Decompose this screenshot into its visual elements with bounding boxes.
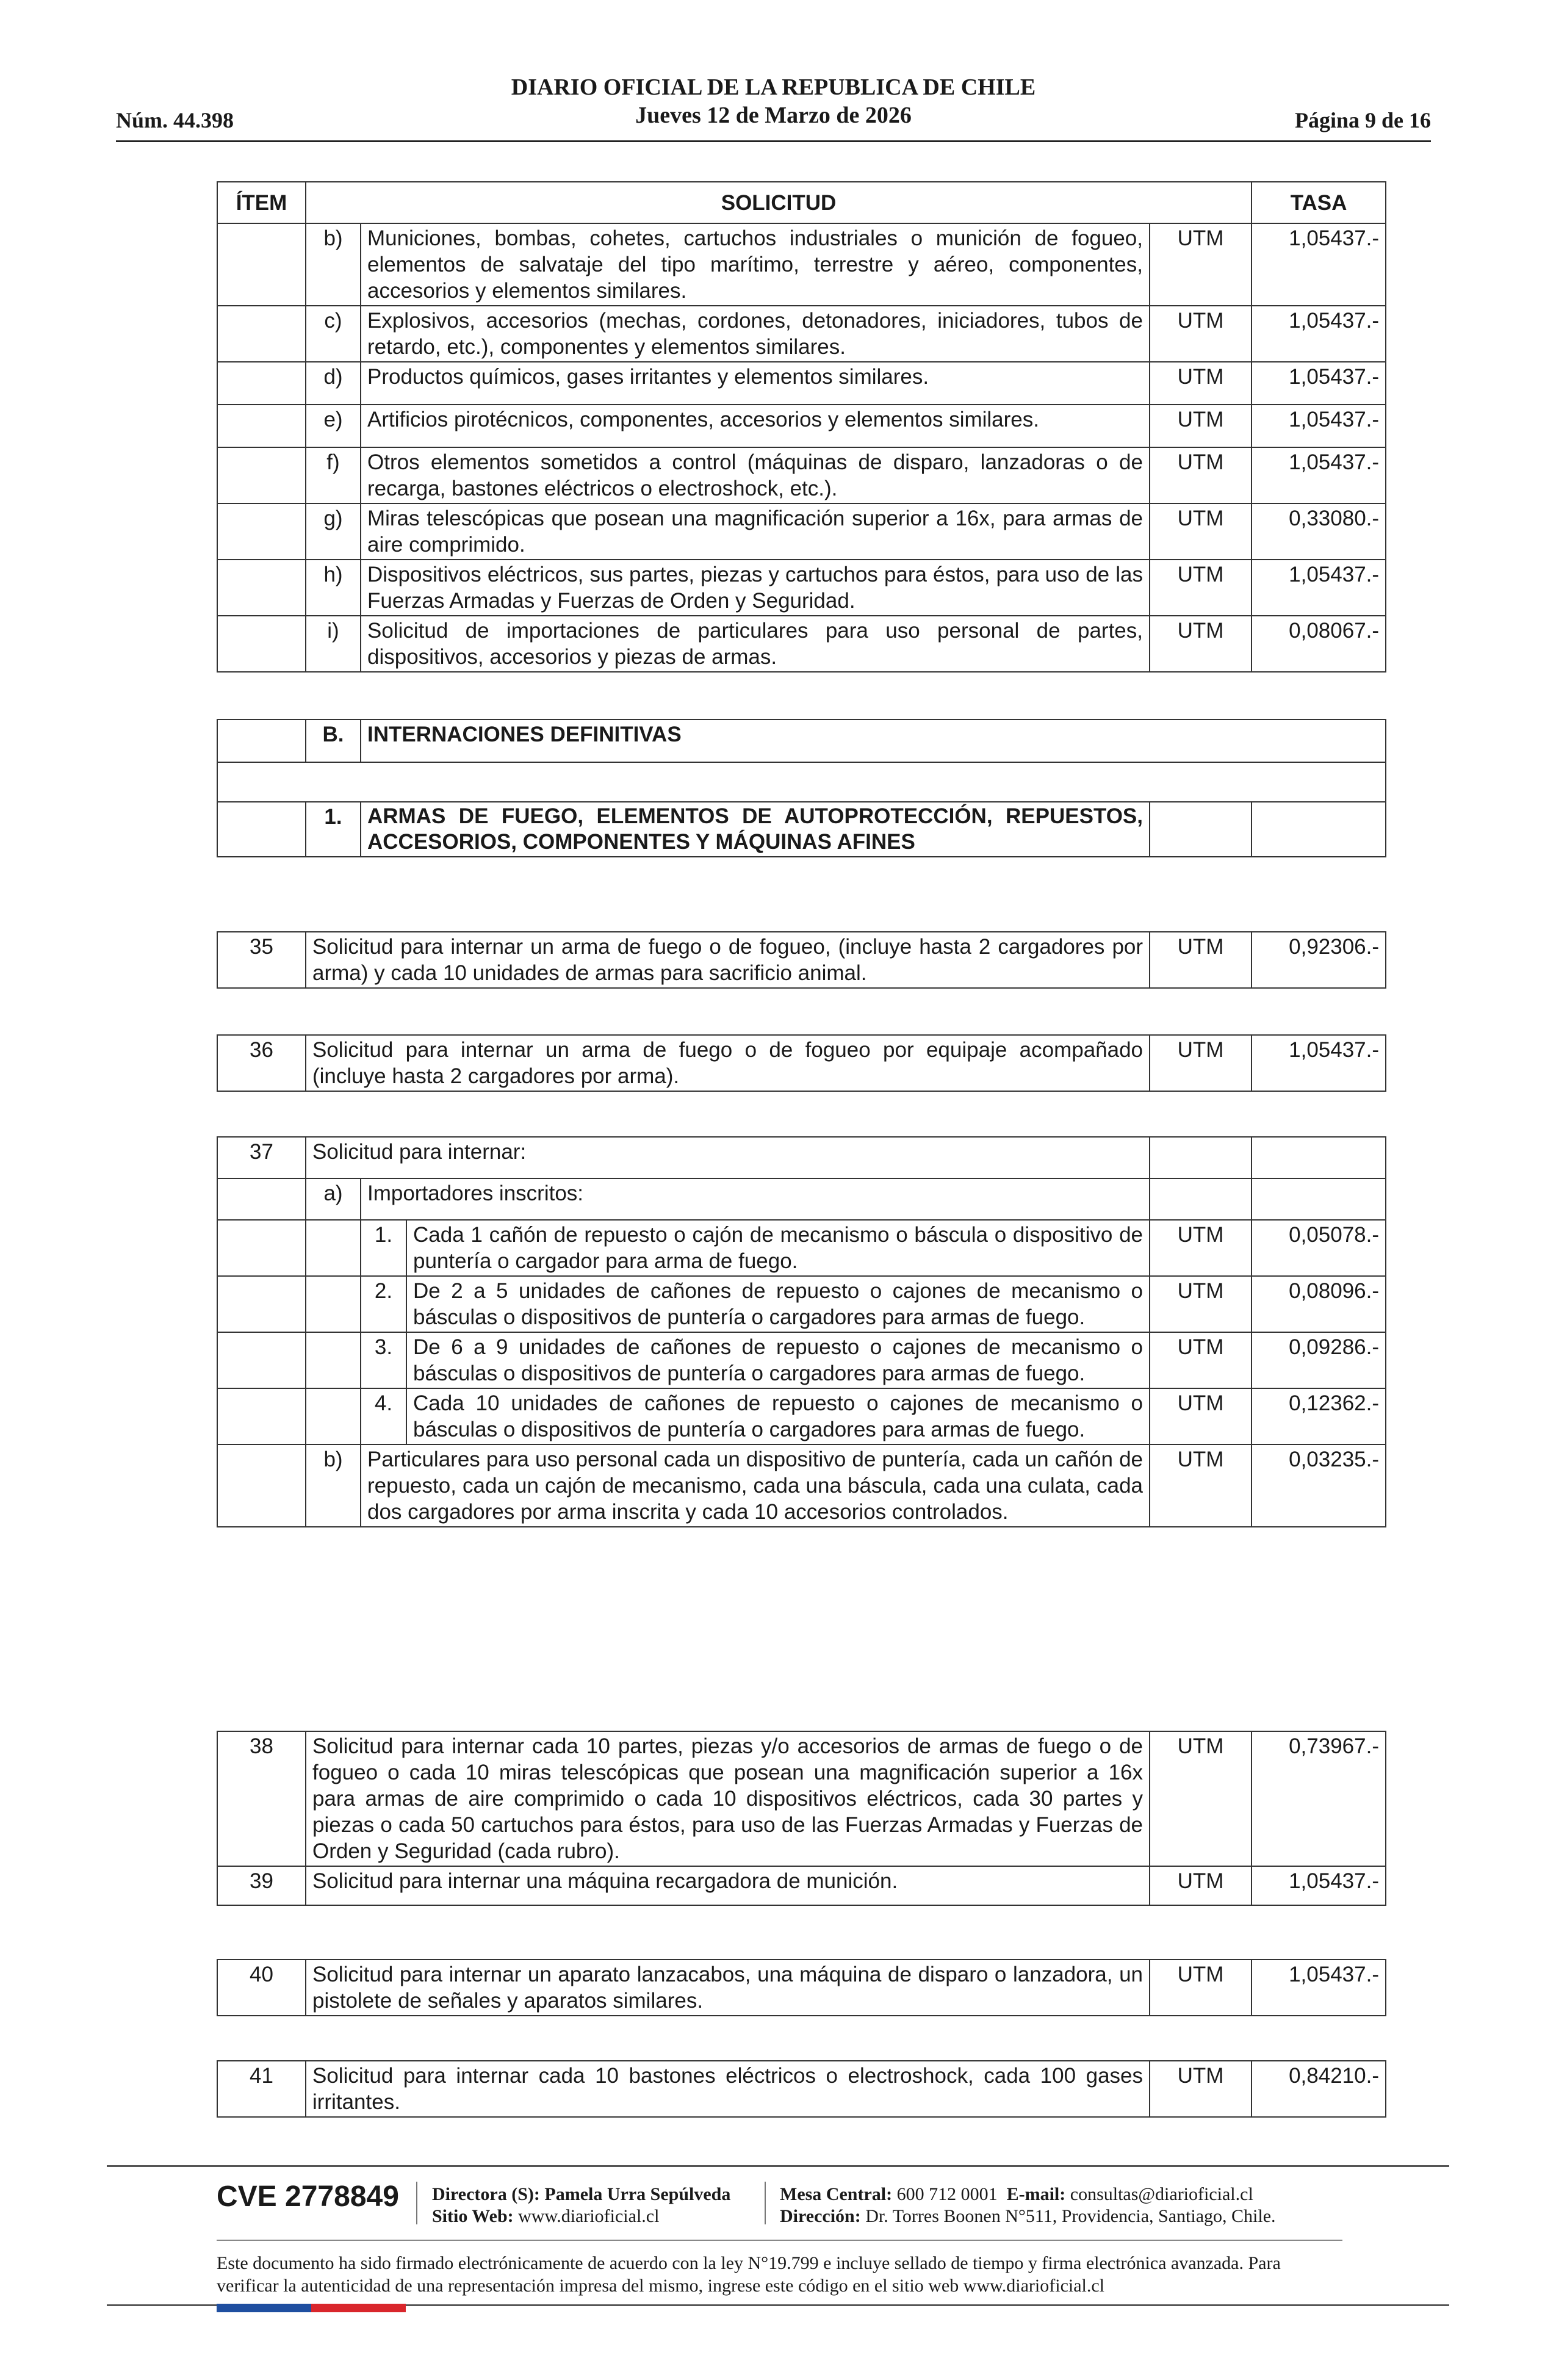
footer-divider (416, 2182, 417, 2224)
table-row (217, 1220, 1386, 1276)
table-row (217, 1444, 1386, 1527)
table-row (217, 932, 1386, 988)
fee-table-1 (217, 181, 1386, 673)
fee-value: 0,08096.- (1252, 1276, 1386, 1332)
fee-value: 1,05437.- (1252, 1035, 1386, 1091)
cve-code: CVE 2778849 (217, 2180, 399, 2213)
sub-number: 4. (361, 1388, 406, 1444)
item-number: 35 (217, 932, 306, 988)
fee-value: 0,12362.- (1252, 1388, 1386, 1444)
item-letter: b) (306, 1444, 361, 1527)
fee-unit: UTM (1150, 405, 1252, 447)
fee-unit: UTM (1150, 1388, 1252, 1444)
page-number: Página 9 de 16 (1294, 108, 1431, 132)
website-link[interactable]: www.diarioficial.cl (518, 2206, 660, 2226)
item-text: Solicitud para internar cada 10 bastones eléctricos o electroshock, cada 100 gases irritantes. (306, 2061, 1150, 2117)
item-41-table (217, 2060, 1386, 2118)
table-row (217, 1178, 1386, 1220)
table-row (217, 2061, 1386, 2117)
table-row (217, 1332, 1386, 1388)
table-row (217, 1276, 1386, 1332)
item-36-table (217, 1034, 1386, 1092)
item-text: Cada 10 unidades de cañones de repuesto o cajones de mecanismo o básculas o dispositivos de puntería o cargadores para armas de fuego. (406, 1388, 1150, 1444)
item-38-39-table (217, 1731, 1386, 1906)
fee-value: 1,05437.- (1252, 560, 1386, 616)
table-row (217, 1960, 1386, 2016)
legal-notice: Este documento ha sido firmado electrónicamente de acuerdo con la ley N°19.799 e incluye sellado de tiempo y firma electrónica avanzada. Para verificar la autenticidad de una representación impresa del mismo, ingrese este código en el sitio web www.diarioficial.cl (217, 2253, 1281, 2296)
fee-unit: UTM (1150, 306, 1252, 362)
email-label: E-mail: (1006, 2184, 1066, 2204)
fee-unit: UTM (1150, 503, 1252, 560)
item-text: Dispositivos eléctricos, sus partes, piezas y cartuchos para éstos, para uso de las Fuerzas Armadas y Fuerzas de Orden y Seguridad. (361, 560, 1150, 616)
item-text: Solicitud de importaciones de particulares para uso personal de partes, dispositivos, accesorios y piezas de armas. (361, 616, 1150, 672)
issue-number: Núm. 44.398 (116, 108, 234, 132)
fee-unit: UTM (1150, 1444, 1252, 1527)
item-letter: a) (306, 1178, 361, 1220)
header-tasa: TASA (1252, 182, 1386, 223)
table-row (217, 1388, 1386, 1444)
item-text: Solicitud para internar un arma de fuego o de fogueo, (incluye hasta 2 cargadores por arma) y cada 10 unidades de armas para sacrificio animal. (306, 932, 1150, 988)
fee-unit: UTM (1150, 447, 1252, 503)
flag-bar-red (311, 2304, 406, 2312)
table-row (217, 1866, 1386, 1905)
fee-value: 0,92306.- (1252, 932, 1386, 988)
item-text: Otros elementos sometidos a control (máquinas de disparo, lanzadoras o de recarga, bastones eléctricos o electroshock, etc.). (361, 447, 1150, 503)
fee-value: 0,33080.- (1252, 503, 1386, 560)
address-label: Dirección: (780, 2206, 861, 2226)
header-item: ÍTEM (217, 182, 306, 223)
fee-unit: UTM (1150, 362, 1252, 405)
item-text: Solicitud para internar un arma de fuego o de fogueo por equipaje acompañado (incluye hasta 2 cargadores por arma). (306, 1035, 1150, 1091)
fee-unit: UTM (1150, 1866, 1252, 1905)
item-letter: h) (306, 560, 361, 616)
item-text: Solicitud para internar cada 10 partes, piezas y/o accesorios de armas de fuego o de fogueo o cada 10 miras telescópicas que posean una magnificación superior a 16x para armas de aire comprimido o cada 10 dispositivos eléctricos, cada 30 partes y piezas o cada 50 cartuchos para éstos, para uso de las Fuerzas Armadas y Fuerzas de Orden y Seguridad (cada rubro). (306, 1731, 1150, 1866)
fee-value: 0,84210.- (1252, 2061, 1386, 2117)
item-letter: d) (306, 362, 361, 405)
fee-unit: UTM (1150, 1220, 1252, 1276)
fee-unit: UTM (1150, 1276, 1252, 1332)
section-number: 1. (306, 802, 361, 857)
web-label: Sitio Web: (432, 2206, 514, 2226)
fee-unit: UTM (1150, 2061, 1252, 2117)
item-37-table (217, 1136, 1386, 1527)
item-35-table (217, 931, 1386, 989)
item-40-table (217, 1959, 1386, 2016)
director-label: Directora (S): (432, 2184, 540, 2204)
masthead (116, 73, 1431, 129)
fee-value: 1,05437.- (1252, 362, 1386, 405)
fee-unit: UTM (1150, 932, 1252, 988)
item-text: Miras telescópicas que posean una magnificación superior a 16x, para armas de aire comprimido. (361, 503, 1150, 560)
fee-value: 1,05437.- (1252, 223, 1386, 306)
footer-contact-block (780, 2183, 1276, 2227)
item-number: 41 (217, 2061, 306, 2117)
table-row (217, 447, 1386, 503)
item-letter: c) (306, 306, 361, 362)
item-letter: i) (306, 616, 361, 672)
address-text: Dr. Torres Boonen N°511, Providencia, Santiago, Chile. (865, 2206, 1276, 2226)
section-b-table (217, 719, 1386, 763)
fee-value: 1,05437.- (1252, 1960, 1386, 2016)
mesa-phone: 600 712 0001 (896, 2184, 998, 2204)
header-solicitud: SOLICITUD (306, 182, 1252, 223)
item-letter: e) (306, 405, 361, 447)
newspaper-title: DIARIO OFICIAL DE LA REPUBLICA DE CHILE (511, 74, 1036, 100)
fee-value: 1,05437.- (1252, 405, 1386, 447)
item-text: De 6 a 9 unidades de cañones de repuesto o cajones de mecanismo o básculas o dispositivos de puntería o cargadores para armas de fuego. (406, 1332, 1150, 1388)
director-name: Pamela Urra Sepúlveda (544, 2184, 731, 2204)
table-row (217, 223, 1386, 306)
footer-director-block (432, 2183, 730, 2227)
item-number: 38 (217, 1731, 306, 1866)
section-title: INTERNACIONES DEFINITIVAS (361, 719, 1386, 762)
item-text: Productos químicos, gases irritantes y elementos similares. (361, 362, 1150, 405)
section-letter: B. (306, 719, 361, 762)
section-1-table (217, 763, 1386, 857)
footer-rule-mid (217, 2240, 1342, 2241)
fee-value: 1,05437.- (1252, 1866, 1386, 1905)
table-row (217, 560, 1386, 616)
sub-number: 3. (361, 1332, 406, 1388)
flag-bar-blue (217, 2304, 311, 2312)
table-row (217, 405, 1386, 447)
fee-value: 1,05437.- (1252, 447, 1386, 503)
fee-unit: UTM (1150, 1035, 1252, 1091)
email-link[interactable]: consultas@diarioficial.cl (1070, 2184, 1253, 2204)
fee-unit: UTM (1150, 560, 1252, 616)
item-text: De 2 a 5 unidades de cañones de repuesto o cajones de mecanismo o básculas o dispositivos de puntería o cargadores para armas de fuego. (406, 1276, 1150, 1332)
item-number: 39 (217, 1866, 306, 1905)
item-letter: f) (306, 447, 361, 503)
item-text: Solicitud para internar un aparato lanzacabos, una máquina de disparo o lanzadora, un pistolete de señales y aparatos similares. (306, 1960, 1150, 2016)
item-number: 37 (217, 1137, 306, 1178)
fee-unit: UTM (1150, 1731, 1252, 1866)
table-row (217, 362, 1386, 405)
page-header (116, 73, 1431, 142)
fee-value: 0,73967.- (1252, 1731, 1386, 1866)
table-row (217, 1137, 1386, 1178)
item-text: Solicitud para internar una máquina recargadora de munición. (306, 1866, 1150, 1905)
fee-unit: UTM (1150, 616, 1252, 672)
fee-unit: UTM (1150, 1332, 1252, 1388)
fee-value: 0,05078.- (1252, 1220, 1386, 1276)
fee-value: 1,05437.- (1252, 306, 1386, 362)
fee-value: 0,09286.- (1252, 1332, 1386, 1388)
table-row (217, 306, 1386, 362)
table-row (217, 1731, 1386, 1866)
item-letter: b) (306, 223, 361, 306)
fee-value: 0,08067.- (1252, 616, 1386, 672)
issue-date: Jueves 12 de Marzo de 2026 (635, 103, 912, 128)
item-text: Municiones, bombas, cohetes, cartuchos industriales o munición de fogueo, elementos de salvataje del tipo marítimo, terrestre y aéreo, componentes, accesorios y elementos similares. (361, 223, 1150, 306)
item-text: Solicitud para internar: (306, 1137, 1150, 1178)
footer-rule-top (107, 2165, 1449, 2167)
fee-unit: UTM (1150, 1960, 1252, 2016)
item-number: 36 (217, 1035, 306, 1091)
mesa-label: Mesa Central: (780, 2184, 893, 2204)
table-row (217, 616, 1386, 672)
item-number: 40 (217, 1960, 306, 2016)
sub-number: 1. (361, 1220, 406, 1276)
item-text: Cada 1 cañón de repuesto o cajón de mecanismo o báscula o dispositivo de puntería o cargador para arma de fuego. (406, 1220, 1150, 1276)
item-text: Importadores inscritos: (361, 1178, 1150, 1220)
footer-divider (765, 2182, 766, 2224)
sub-number: 2. (361, 1276, 406, 1332)
item-text: Explosivos, accesorios (mechas, cordones, detonadores, iniciadores, tubos de retardo, etc.), componentes y elementos similares. (361, 306, 1150, 362)
fee-unit: UTM (1150, 223, 1252, 306)
item-text: Particulares para uso personal cada un dispositivo de puntería, cada un cañón de repuesto, cada un cajón de mecanismo, cada una báscula, cada una culata, cada dos cargadores por arma inscrita y cada 10 accesorios controlados. (361, 1444, 1150, 1527)
item-text: Artificios pirotécnicos, componentes, accesorios y elementos similares. (361, 405, 1150, 447)
table-row (217, 503, 1386, 560)
table-row (217, 1035, 1386, 1091)
section-title: ARMAS DE FUEGO, ELEMENTOS DE AUTOPROTECCIÓN, REPUESTOS, ACCESORIOS, COMPONENTES Y MÁQUINAS AFINES (361, 802, 1150, 857)
item-letter: g) (306, 503, 361, 560)
fee-value: 0,03235.- (1252, 1444, 1386, 1527)
